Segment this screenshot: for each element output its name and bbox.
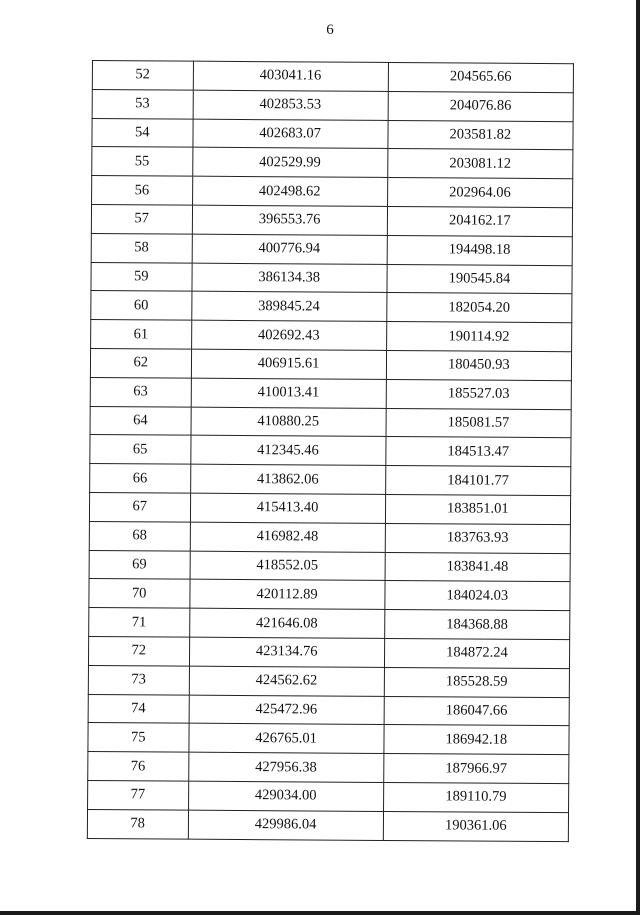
x-coordinate-cell: 406915.61 [191,349,386,379]
table-row [87,809,568,841]
table-row [89,608,570,640]
y-coordinate-cell: 184101.77 [385,466,570,496]
y-coordinate-cell: 184513.47 [386,437,571,467]
x-coordinate-cell: 429986.04 [188,810,383,840]
table-row [91,320,572,352]
table-row [91,262,572,294]
x-coordinate-cell: 415413.40 [190,493,385,523]
y-coordinate-cell: 183841.48 [385,552,570,582]
point-id-cell: 59 [91,262,192,291]
table-row [88,694,569,726]
table-row [89,521,570,553]
point-id-cell: 71 [89,608,190,637]
point-id-cell: 57 [91,204,192,233]
point-id-cell: 58 [91,233,192,262]
point-id-cell: 68 [89,521,190,550]
y-coordinate-cell: 185081.57 [386,408,571,438]
table-row [91,291,572,323]
page-number: 6 [326,22,334,38]
point-id-cell: 78 [87,809,188,838]
y-coordinate-cell: 180450.93 [386,350,571,380]
point-id-cell: 52 [92,61,193,90]
y-coordinate-cell: 182054.20 [386,293,571,323]
table-row [92,147,573,179]
table-row [90,348,571,380]
table-row [88,723,569,755]
x-coordinate-cell: 402529.99 [192,148,387,178]
point-id-cell: 62 [90,348,191,377]
point-id-cell: 63 [90,377,191,406]
x-coordinate-cell: 402683.07 [192,119,387,149]
y-coordinate-cell: 184872.24 [384,638,569,668]
y-coordinate-cell: 185527.03 [386,379,571,409]
point-id-cell: 73 [88,665,189,694]
x-coordinate-cell: 416982.48 [190,522,385,552]
y-coordinate-cell: 190114.92 [386,322,571,352]
table-row [92,176,573,208]
point-id-cell: 74 [88,694,189,723]
x-coordinate-cell: 420112.89 [189,580,384,610]
scan-edge-bottom [0,911,640,915]
table-row [89,550,570,582]
y-coordinate-cell: 186942.18 [384,725,569,755]
table-row [92,61,573,93]
table-row [88,636,569,668]
point-id-cell: 77 [88,780,189,809]
x-coordinate-cell: 402692.43 [191,320,386,350]
y-coordinate-cell: 202964.06 [387,178,572,208]
y-coordinate-cell: 189110.79 [383,782,568,812]
x-coordinate-cell: 410013.41 [191,378,386,408]
point-id-cell: 69 [89,550,190,579]
y-coordinate-cell: 190361.06 [383,811,568,841]
coordinate-table-body [87,61,573,842]
y-coordinate-cell: 183763.93 [385,523,570,553]
point-id-cell: 60 [91,291,192,320]
y-coordinate-cell: 185528.59 [384,667,569,697]
x-coordinate-cell: 402498.62 [192,176,387,206]
point-id-cell: 54 [92,118,193,147]
point-id-cell: 55 [92,147,193,176]
x-coordinate-cell: 410880.25 [191,407,386,437]
point-id-cell: 72 [88,636,189,665]
y-coordinate-cell: 204162.17 [387,206,572,236]
point-id-cell: 61 [91,320,192,349]
table-row [90,464,571,496]
x-coordinate-cell: 426765.01 [188,723,383,753]
y-coordinate-cell: 204565.66 [388,62,573,92]
y-coordinate-cell: 203581.82 [388,120,573,150]
point-id-cell: 67 [89,492,190,521]
x-coordinate-cell: 386134.38 [191,263,386,293]
y-coordinate-cell: 190545.84 [387,264,572,294]
x-coordinate-cell: 413862.06 [190,464,385,494]
point-id-cell: 75 [88,723,189,752]
y-coordinate-cell: 203081.12 [387,149,572,179]
x-coordinate-cell: 396553.76 [192,205,387,235]
point-id-cell: 76 [88,752,189,781]
y-coordinate-cell: 194498.18 [387,235,572,265]
x-coordinate-cell: 400776.94 [192,234,387,264]
x-coordinate-cell: 402853.53 [193,90,388,120]
y-coordinate-cell: 204076.86 [388,91,573,121]
x-coordinate-cell: 423134.76 [189,637,384,667]
x-coordinate-cell: 403041.16 [193,61,388,91]
x-coordinate-cell: 424562.62 [189,666,384,696]
point-id-cell: 53 [92,89,193,118]
table-row [88,780,569,812]
x-coordinate-cell: 389845.24 [191,292,386,322]
y-coordinate-cell: 187966.97 [383,754,568,784]
x-coordinate-cell: 412345.46 [190,436,385,466]
x-coordinate-cell: 429034.00 [188,781,383,811]
table-row [91,233,572,265]
point-id-cell: 66 [90,464,191,493]
coordinate-table [87,60,574,842]
table-row [92,118,573,150]
table-row [92,89,573,121]
x-coordinate-cell: 418552.05 [190,551,385,581]
x-coordinate-cell: 427956.38 [188,752,383,782]
point-id-cell: 70 [89,579,190,608]
point-id-cell: 64 [90,406,191,435]
table-row [89,579,570,611]
y-coordinate-cell: 186047.66 [384,696,569,726]
table-row [91,204,572,236]
scan-edge-right [636,0,640,915]
point-id-cell: 56 [92,176,193,205]
y-coordinate-cell: 183851.01 [385,494,570,524]
table-row [90,377,571,409]
table-row [88,752,569,784]
point-id-cell: 65 [90,435,191,464]
table-row [90,435,571,467]
table-row [88,665,569,697]
x-coordinate-cell: 421646.08 [189,608,384,638]
y-coordinate-cell: 184368.88 [384,610,569,640]
y-coordinate-cell: 184024.03 [385,581,570,611]
x-coordinate-cell: 425472.96 [189,695,384,725]
table-row [89,492,570,524]
table-row [90,406,571,438]
